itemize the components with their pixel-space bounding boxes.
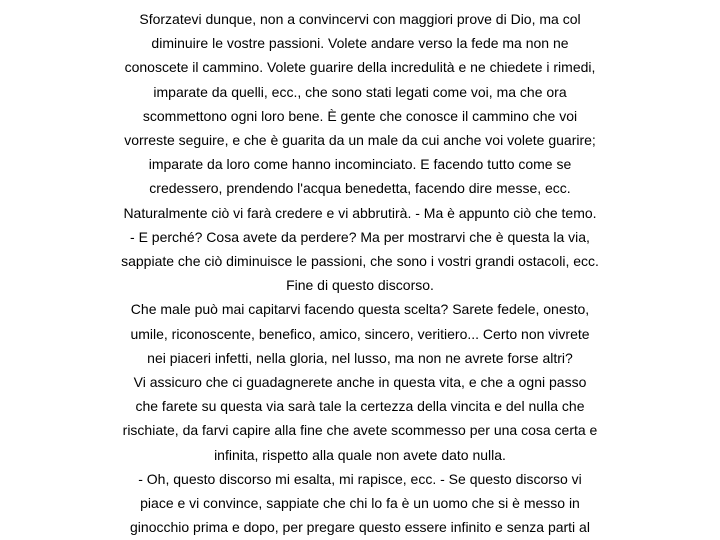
text-line: rischiate, da farvi capire alla fine che avete scommesso per una cosa certa e <box>122 422 598 439</box>
text-line: sappiate che ciò diminuisce le passioni, che sono i vostri grandi ostacoli, ecc. <box>121 253 599 270</box>
text-line: Sforzatevi dunque, non a convincervi con maggiori prove di Dio, ma col <box>139 11 581 27</box>
text-line: piace e vi convince, sappiate che chi lo fa è un uomo che si è messo in <box>140 495 580 512</box>
text-line: - Oh, questo discorso mi esalta, mi rapisce, ecc. - Se questo discorso vi <box>138 470 582 487</box>
text-line: Vi assicuro che ci guadagnerete anche in questa vita, e che a ogni passo <box>133 374 587 391</box>
text-line: credessero, prendendo l'acqua benedetta, facendo dire messe, ecc. <box>149 180 571 197</box>
text-line: Naturalmente ciò vi farà credere e vi abbrutirà. - Ma è appunto ciò che temo. <box>123 204 597 221</box>
text-line: umile, riconoscente, benefico, amico, sincero, veritiero... Certo non vivrete <box>130 325 590 342</box>
text-line: conoscete il cammino. Volete guarire della incredulità e ne chiedete i rimedi, <box>124 59 596 76</box>
text-line: vorreste seguire, e che è guarita da un male da cui anche voi volete guarire; <box>124 132 596 149</box>
text-line: Che male può mai capitarvi facendo questa scelta? Sarete fedele, onesto, <box>130 301 590 318</box>
text-line: imparate da quelli, ecc., che sono stati legati come voi, ma che ora <box>153 83 567 100</box>
text-line: diminuire le vostre passioni. Volete andare verso la fede ma non ne <box>151 35 569 52</box>
document-text <box>0 7 720 539</box>
text-line: Fine di questo discorso. <box>286 277 434 294</box>
text-line: infinita, rispetto alla quale non avete dato nulla. <box>214 446 506 463</box>
text-line: nei piaceri infetti, nella gloria, nel lusso, ma non ne avrete forse altri? <box>147 349 573 366</box>
text-line: - E perché? Cosa avete da perdere? Ma per mostrarvi che è questa la via, <box>130 228 590 245</box>
text-line: scommettono ogni loro bene. È gente che conosce il cammino che voi <box>142 107 578 124</box>
text-line: imparate da loro come hanno incominciato. E facendo tutto come se <box>148 156 572 173</box>
text-line: ginocchio prima e dopo, per pregare questo essere infinito e senza parti al <box>130 519 590 536</box>
text-line: che farete su questa via sarà tale la certezza della vincita e del nulla che <box>135 398 585 415</box>
